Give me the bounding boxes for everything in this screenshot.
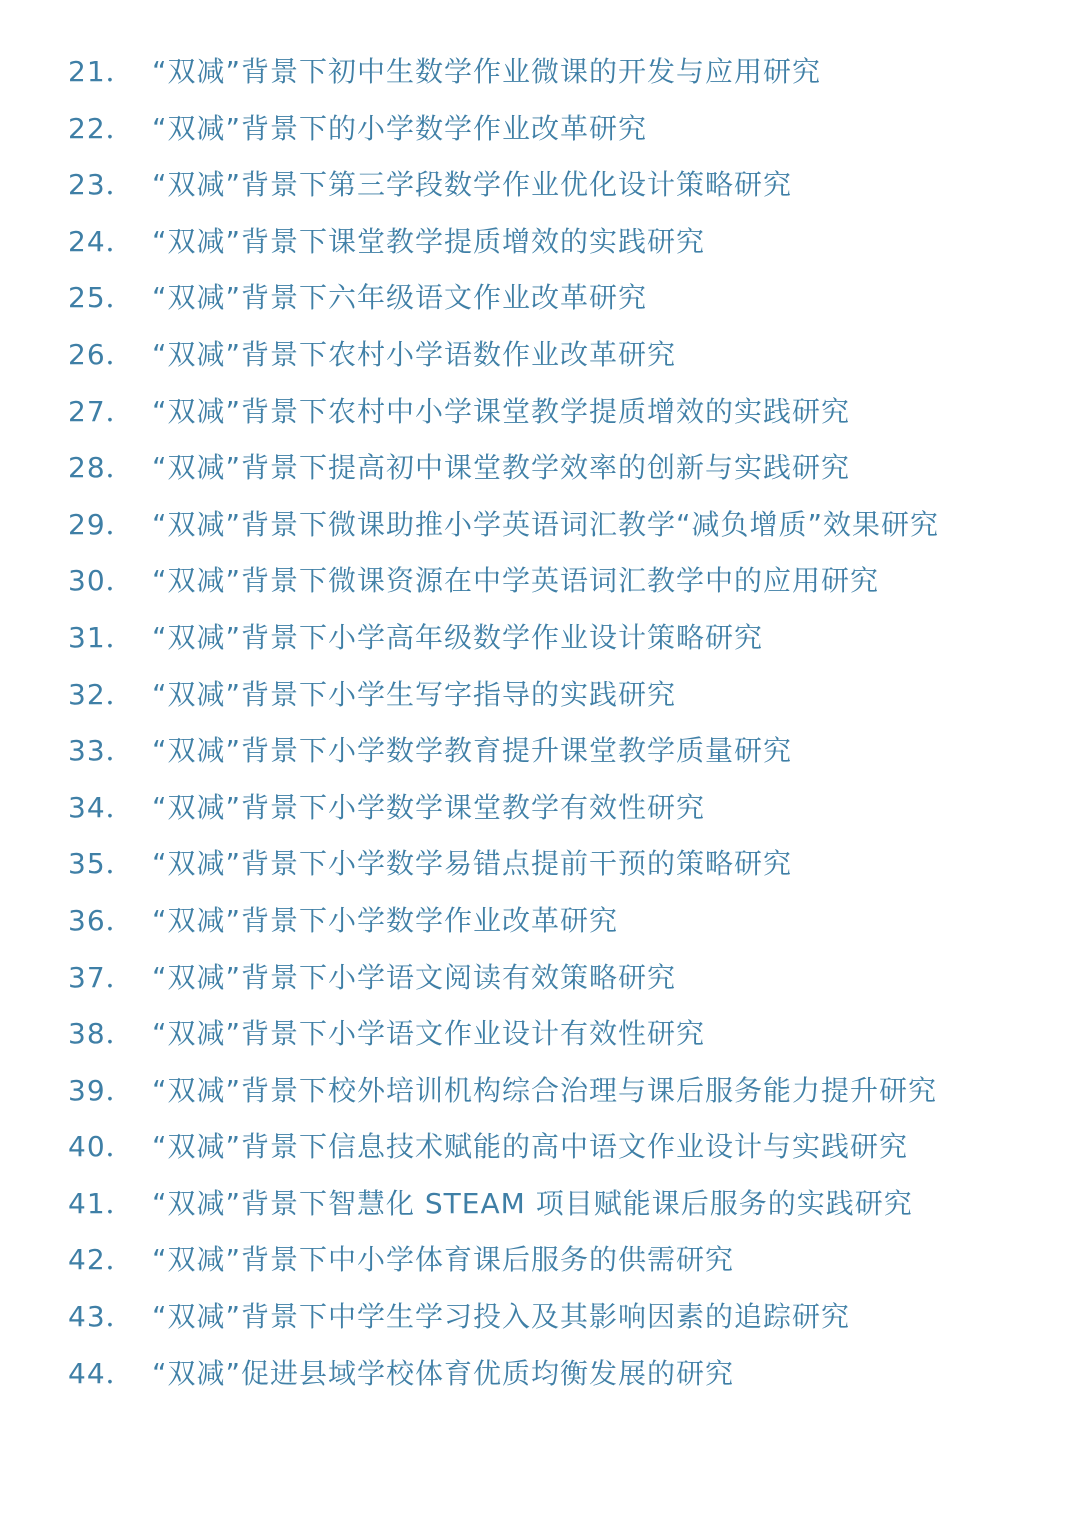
item-number: 31． xyxy=(68,620,135,654)
item-title: “双减”背景下小学数学易错点提前干预的策略研究 xyxy=(152,847,793,881)
item-title: “双减”背景下初中生数学作业微课的开发与应用研究 xyxy=(152,55,822,88)
item-title: “双减”背景下信息技术赋能的高中语文作业设计与实践研究 xyxy=(152,1130,909,1164)
item-title: “双减”背景下第三学段数学作业优化设计策略研究 xyxy=(152,168,793,202)
item-title: “双减”背景下智慧化 STEAM 项目赋能课后服务的实践研究 xyxy=(152,1186,913,1220)
item-title: “双减”背景下课堂教学提质增效的实践研究 xyxy=(152,224,706,258)
list-item xyxy=(68,1346,1038,1403)
item-number: 42． xyxy=(68,1243,135,1277)
item-number: 36． xyxy=(68,903,135,937)
item-title: “双减”背景下中学生学习投入及其影响因素的追踪研究 xyxy=(152,1300,851,1334)
item-title: “双减”背景下农村小学语数作业改革研究 xyxy=(152,337,677,371)
list-item xyxy=(68,723,1038,780)
item-number: 32． xyxy=(68,677,135,711)
list-item xyxy=(68,101,1038,158)
item-title: “双减”背景下小学语文作业设计有效性研究 xyxy=(152,1017,706,1051)
list-item xyxy=(68,553,1038,610)
item-title: “双减”背景下小学数学教育提升课堂教学质量研究 xyxy=(152,734,793,768)
item-number: 39． xyxy=(68,1073,135,1107)
item-number: 30． xyxy=(68,564,135,598)
item-number: 41． xyxy=(68,1186,135,1220)
item-number: 43． xyxy=(68,1300,135,1334)
item-number: 21． xyxy=(68,55,135,88)
research-topic-list xyxy=(68,44,1038,1402)
item-number: 34． xyxy=(68,790,135,824)
item-number: 35． xyxy=(68,847,135,881)
list-item xyxy=(68,1063,1038,1120)
item-number: 29． xyxy=(68,507,135,541)
item-title: “双减”背景下的小学数学作业改革研究 xyxy=(152,111,648,145)
list-item xyxy=(68,667,1038,724)
list-item xyxy=(68,1176,1038,1233)
item-number: 27． xyxy=(68,394,135,428)
item-title: “双减”背景下农村中小学课堂教学提质增效的实践研究 xyxy=(152,394,851,428)
list-item xyxy=(68,950,1038,1007)
item-number: 33． xyxy=(68,734,135,768)
item-title: “双减”背景下小学高年级数学作业设计策略研究 xyxy=(152,620,764,654)
item-title: “双减”背景下提高初中课堂教学效率的创新与实践研究 xyxy=(152,451,851,485)
item-number: 44． xyxy=(68,1356,135,1390)
list-item xyxy=(68,1232,1038,1289)
list-item xyxy=(68,327,1038,384)
item-number: 40． xyxy=(68,1130,135,1164)
item-title: “双减”背景下小学语文阅读有效策略研究 xyxy=(152,960,677,994)
list-item xyxy=(68,157,1038,214)
list-item xyxy=(68,440,1038,497)
item-number: 28． xyxy=(68,451,135,485)
list-item xyxy=(68,384,1038,441)
item-title: “双减”背景下微课资源在中学英语词汇教学中的应用研究 xyxy=(152,564,880,598)
list-item xyxy=(68,780,1038,837)
list-item xyxy=(68,497,1038,554)
item-number: 26． xyxy=(68,337,135,371)
item-number: 22． xyxy=(68,111,135,145)
item-title: “双减”背景下六年级语文作业改革研究 xyxy=(152,281,648,315)
item-title: “双减”背景下小学生写字指导的实践研究 xyxy=(152,677,677,711)
item-title: “双减”背景下小学数学课堂教学有效性研究 xyxy=(152,790,706,824)
list-item xyxy=(68,44,1038,101)
list-item xyxy=(68,214,1038,271)
list-item xyxy=(68,893,1038,950)
item-title: “双减”背景下中小学体育课后服务的供需研究 xyxy=(152,1243,735,1277)
item-title: “双减”背景下微课助推小学英语词汇教学“减负增质”效果研究 xyxy=(152,507,940,541)
list-item xyxy=(68,1006,1038,1063)
list-item xyxy=(68,610,1038,667)
list-item xyxy=(68,270,1038,327)
item-number: 25． xyxy=(68,281,135,315)
item-number: 38． xyxy=(68,1017,135,1051)
list-item xyxy=(68,1119,1038,1176)
item-number: 24． xyxy=(68,224,135,258)
list-item xyxy=(68,1289,1038,1346)
item-title: “双减”促进县域学校体育优质均衡发展的研究 xyxy=(152,1356,735,1390)
item-title: “双减”背景下小学数学作业改革研究 xyxy=(152,903,619,937)
item-number: 23． xyxy=(68,168,135,202)
item-title: “双减”背景下校外培训机构综合治理与课后服务能力提升研究 xyxy=(152,1073,938,1107)
item-number: 37． xyxy=(68,960,135,994)
list-item xyxy=(68,836,1038,893)
